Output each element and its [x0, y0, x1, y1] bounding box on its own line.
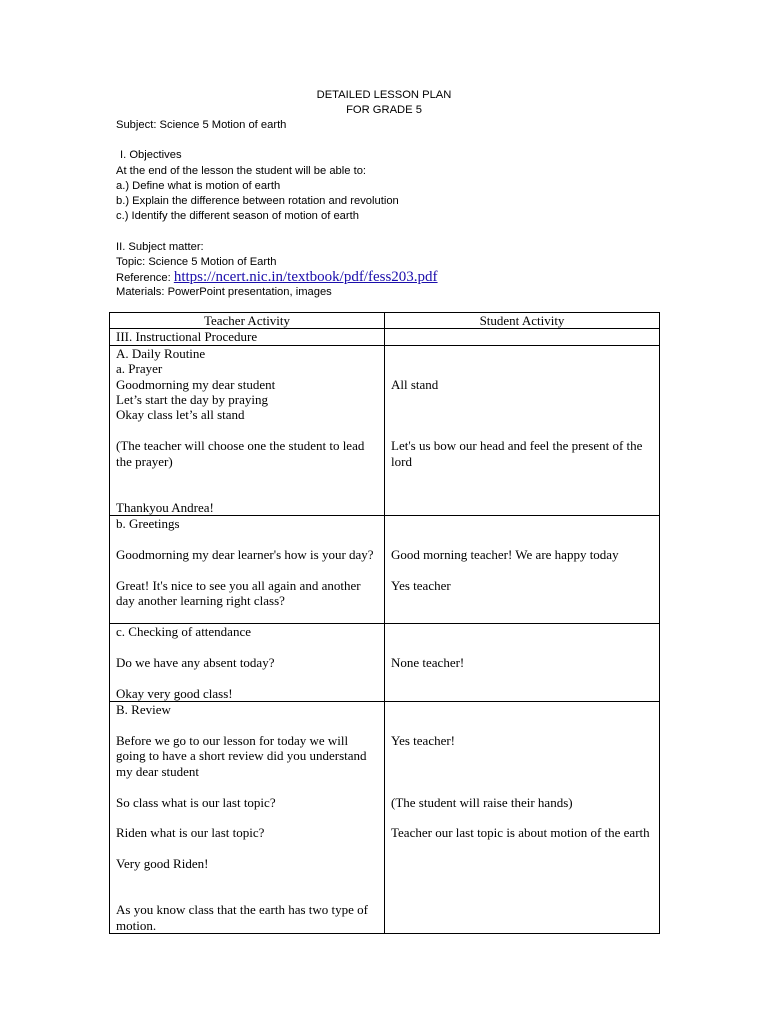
teacher-line: Very good Riden!: [116, 856, 209, 872]
procedure-heading: III. Instructional Procedure: [110, 329, 385, 345]
student-line: None teacher!: [391, 655, 465, 671]
table-row: [110, 345, 660, 515]
student-line: Let's us bow our head and feel the present of the lord: [391, 438, 643, 469]
greetings-heading: b. Greetings: [116, 516, 180, 532]
reference-label: Reference:: [116, 271, 174, 284]
review-heading: B. Review: [116, 702, 171, 718]
student-line: All stand: [391, 376, 439, 392]
reference-link[interactable]: https://ncert.nic.in/textbook/pdf/fess203.pdf: [173, 268, 438, 285]
teacher-line: Thankyou Andrea!: [116, 499, 214, 515]
teacher-line: Do we have any absent today?: [116, 655, 275, 671]
objectives-heading: I. Objectives: [120, 149, 182, 162]
lesson-header: [116, 118, 676, 300]
table-row: [110, 329, 660, 345]
table-row: [110, 516, 660, 624]
materials-line: Materials: PowerPoint presentation, images: [116, 286, 332, 299]
student-line: Teacher our last topic is about motion of the earth: [391, 825, 650, 841]
student-line: Yes teacher: [391, 577, 451, 593]
student-line: Good morning teacher! We are happy today: [391, 547, 619, 563]
student-line: (The student will raise their hands): [391, 794, 573, 810]
teacher-line: Before we go to our lesson for today we will going to have a short review did you understand my dear student: [116, 733, 367, 779]
reference-line: [116, 270, 676, 285]
teacher-line: Goodmorning my dear learner's how is your day?: [116, 547, 374, 563]
student-activity-header: Student Activity: [385, 313, 660, 329]
teacher-cell-review: [110, 702, 385, 934]
teacher-line: (The teacher will choose one the student to lead the prayer): [116, 438, 365, 469]
student-cell-daily-routine: [385, 345, 660, 515]
teacher-cell-greetings: [110, 516, 385, 624]
table-row: [110, 624, 660, 702]
table-header-row: [110, 313, 660, 329]
teacher-line: Goodmorning my dear student: [116, 376, 276, 392]
teacher-line: So class what is our last topic?: [116, 794, 276, 810]
teacher-line: Great! It's nice to see you all again and another day another learning right class?: [116, 577, 361, 609]
document-title: [0, 88, 768, 118]
teacher-line: As you know class that the earth has two type of motion.: [116, 902, 369, 933]
teacher-line: Okay class let’s all stand: [116, 407, 245, 423]
subject-matter-heading: II. Subject matter:: [116, 240, 204, 253]
subject-line: Subject: Science 5 Motion of earth: [116, 119, 287, 131]
table-row: [110, 702, 660, 934]
objective-item-b: b.) Explain the difference between rotation and revolution: [116, 194, 399, 207]
attendance-heading: c. Checking of attendance: [116, 624, 251, 640]
objective-item-c: c.) Identify the different season of motion of earth: [116, 210, 359, 223]
teacher-line: Okay very good class!: [116, 685, 233, 701]
teacher-cell-attendance: [110, 624, 385, 702]
empty-cell: [385, 329, 660, 345]
teacher-activity-header: Teacher Activity: [110, 313, 385, 329]
student-cell-attendance: [385, 624, 660, 702]
lesson-plan-table: [109, 312, 660, 934]
teacher-line: Let’s start the day by praying: [116, 392, 268, 408]
daily-routine-heading: A. Daily Routine: [116, 345, 206, 361]
student-cell-review: [385, 702, 660, 934]
title-line-1: DETAILED LESSON PLAN: [316, 89, 452, 101]
teacher-cell-daily-routine: [110, 345, 385, 515]
teacher-line: Riden what is our last topic?: [116, 825, 265, 841]
student-line: Yes teacher!: [391, 733, 456, 749]
student-cell-greetings: [385, 516, 660, 624]
objective-item-a: a.) Define what is motion of earth: [116, 179, 281, 192]
prayer-heading: a. Prayer: [116, 361, 163, 377]
objectives-intro: At the end of the lesson the student will be able to:: [116, 164, 367, 177]
topic-line: Topic: Science 5 Motion of Earth: [116, 255, 277, 268]
title-line-2: FOR GRADE 5: [346, 104, 422, 117]
